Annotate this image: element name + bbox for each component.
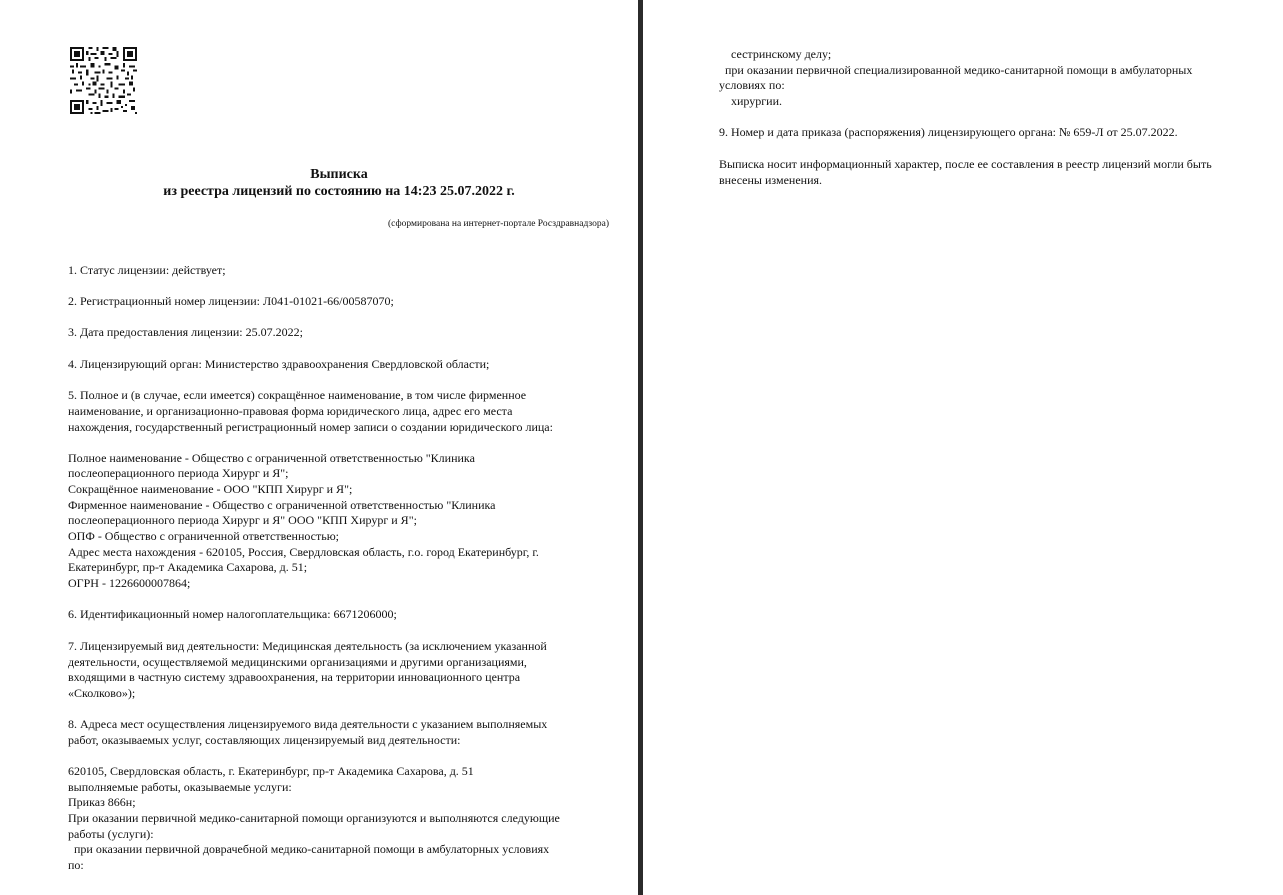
services-line: сестринскому делу; — [719, 47, 832, 61]
document-page-left — [0, 0, 638, 895]
item-license-status: 1. Статус лицензии: действует; — [68, 263, 226, 277]
item-7-line: входящими в частную систему здравоохранения, на территории инновационного центра — [68, 670, 521, 684]
org-info-line: Полное наименование - Общество с ограниченной ответственностью "Клиника — [68, 451, 475, 465]
services-line: хирургии. — [719, 94, 783, 108]
item-7-line: 7. Лицензируемый вид деятельности: Медицинская деятельность (за исключением указанной — [68, 639, 547, 653]
item-5-line: наименование, и организационно-правовая форма юридического лица, адрес его места — [68, 404, 513, 418]
item-inn: 6. Идентификационный номер налогоплательщика: 6671206000; — [68, 607, 397, 621]
item-licensing-authority: 4. Лицензирующий орган: Министерство здравоохранения Свердловской области; — [68, 357, 490, 371]
services-line: при оказании первичной доврачебной медико-санитарной помощи в амбулаторных условиях — [68, 842, 550, 856]
item-order-number: 9. Номер и дата приказа (распоряжения) лицензирующего органа: № 659-Л от 25.07.2022. — [719, 125, 1178, 139]
document-subtitle: из реестра лицензий по состоянию на 14:23 25.07.2022 г. — [163, 184, 515, 199]
source-note: (сформирована на интернет-портале Росздравнадзора) — [388, 219, 609, 229]
org-info-line: ОГРН - 1226600007864; — [68, 576, 191, 590]
services-line: по: — [68, 858, 84, 872]
services-line: условиях по: — [719, 78, 785, 92]
disclaimer-line: внесены изменения. — [719, 173, 823, 187]
item-license-date: 3. Дата предоставления лицензии: 25.07.2022; — [68, 325, 303, 339]
services-line: при оказании первичной специализированной медико-санитарной помощи в амбулаторных — [719, 63, 1193, 77]
item-8-line: 8. Адреса мест осуществления лицензируемого вида деятельности с указанием выполняемых — [68, 717, 548, 731]
item-5-line: 5. Полное и (в случае, если имеется) сокращённое наименование, в том числе фирменное — [68, 388, 527, 402]
org-info-line: Фирменное наименование - Общество с ограниченной ответственностью "Клиника — [68, 498, 496, 512]
services-line: работы (услуги): — [68, 827, 154, 841]
item-7-line: деятельности, осуществляемой медицинскими организациями и другими организациями, — [68, 655, 527, 669]
disclaimer-line: Выписка носит информационный характер, после ее составления в реестр лицензий могли быть — [719, 157, 1212, 171]
services-line: При оказании первичной медико-санитарной помощи организуются и выполняются следующие — [68, 811, 560, 825]
item-registration-number: 2. Регистрационный номер лицензии: Л041-01021-66/00587070; — [68, 294, 394, 308]
org-info-line: Екатеринбург, пр-т Академика Сахарова, д. 51; — [68, 560, 308, 574]
document-page-right — [643, 0, 1283, 895]
org-info-line: Адрес места нахождения - 620105, Россия, Свердловская область, г.о. город Екатеринбург, г. — [68, 545, 539, 559]
address-line: 620105, Свердловская область, г. Екатеринбург, пр-т Академика Сахарова, д. 51 — [68, 764, 474, 778]
services-line: Приказ 866н; — [68, 795, 136, 809]
org-info-line: послеоперационного периода Хирург и Я"; — [68, 466, 289, 480]
document-title: Выписка — [310, 167, 368, 182]
services-line: выполняемые работы, оказываемые услуги: — [68, 780, 292, 794]
org-info-line: послеоперационного периода Хирург и Я" ООО "КПП Хирург и Я"; — [68, 513, 417, 527]
item-8-line: работ, оказываемых услуг, составляющих лицензируемый вид деятельности: — [68, 733, 461, 747]
org-info-line: Сокращённое наименование - ООО "КПП Хирург и Я"; — [68, 482, 353, 496]
item-7-line: «Сколково»); — [68, 686, 136, 700]
org-info-line: ОПФ - Общество с ограниченной ответственностью; — [68, 529, 340, 543]
qr-code-icon — [70, 47, 137, 114]
item-5-line: нахождения, государственный регистрационный номер записи о создании юридического лица: — [68, 420, 553, 434]
